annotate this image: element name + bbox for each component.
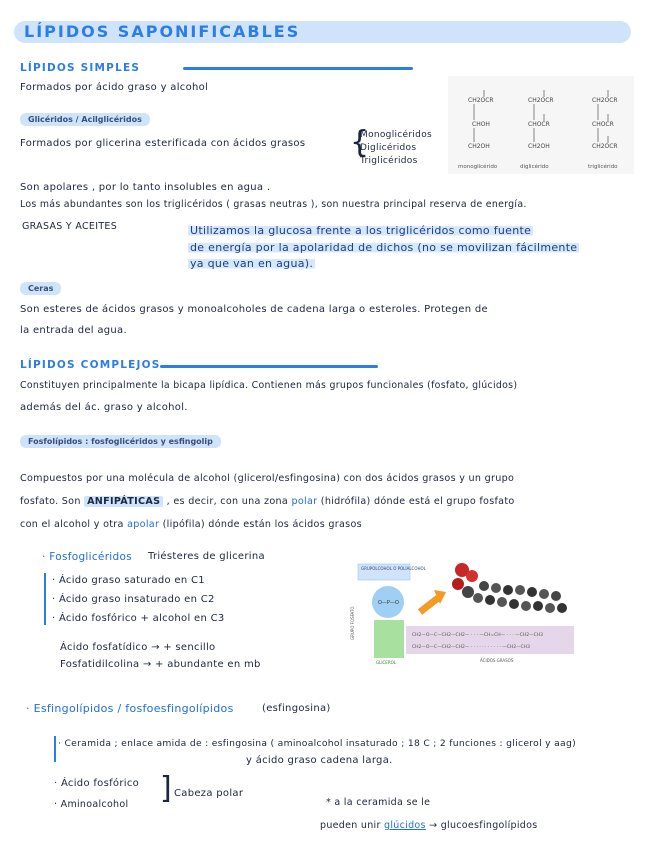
phospholipid-svg xyxy=(350,560,580,670)
type-di: Diglicéridos xyxy=(360,143,417,153)
note-line-3 xyxy=(188,257,315,270)
chem-text: CH2OH xyxy=(468,143,490,150)
simples-underline xyxy=(183,67,413,70)
types-brace: { xyxy=(350,125,370,160)
complejos-underline xyxy=(160,365,378,368)
svg-text:CH2—O—C—CH2—CH2— · · · —CH=CH—: CH2—O—C—CH2—CH2— · · · —CH=CH— · · · —CH2—CH3 xyxy=(412,633,543,638)
phospholipid-figure xyxy=(350,560,580,670)
fosfo-example-2: Fosfatidilcolina → + abundante en mb xyxy=(60,659,261,670)
cabeza-bracket: ] xyxy=(160,771,172,806)
apolar-word: apolar xyxy=(127,519,160,530)
fig-label-mono: monoglicérido xyxy=(458,164,498,170)
chem-text: CH2OCR xyxy=(592,143,618,150)
fig-label-di: diglicérido xyxy=(520,164,549,170)
anfipaticas-highlight: ANFIPÁTICAS xyxy=(84,496,163,507)
fosfo-item-2: · Ácido graso insaturado en C2 xyxy=(52,594,215,605)
p3-text: (lipófila) dónde están los ácidos grasos xyxy=(162,519,362,530)
note-text: pueden unir xyxy=(320,820,381,831)
esfingo-note-1: * a la ceramida se le xyxy=(326,797,431,808)
chem-text: CHOCR xyxy=(528,121,550,128)
fosfo-example-1: Ácido fosfatídico → + sencillo xyxy=(60,642,216,653)
fosfolipidos-p3 xyxy=(20,519,362,530)
chem-text: CH2OCR xyxy=(468,97,494,104)
svg-text:CH2—O—C—CH2—CH2— · · · · · · ·: CH2—O—C—CH2—CH2— · · · · · · · · · · · —CH2—CH3 xyxy=(412,645,531,650)
fig-label-tri: triglicérido xyxy=(588,164,618,170)
chem-text: CH2OCR xyxy=(528,97,554,104)
cabeza-polar-label: Cabeza polar xyxy=(174,788,244,799)
ceramida-line-2: y ácido graso cadena larga. xyxy=(246,755,393,766)
note-line-2 xyxy=(188,241,579,254)
glicerol-label: GLICEROL xyxy=(376,660,396,665)
fosfogliceridos-sub: Triésteres de glicerina xyxy=(148,551,265,562)
simples-heading: LÍPIDOS SIMPLES xyxy=(20,62,141,74)
fosfogliceridos-heading: · Fosfoglicéridos xyxy=(42,551,132,563)
gliceridos-desc: Formados por glicerina esterificada con ácidos grasos xyxy=(20,138,306,149)
complejos-heading: LÍPIDOS COMPLEJOS xyxy=(20,359,161,371)
glucidos-word: glúcidos xyxy=(384,820,426,831)
grupo-fosfato-label: GRUPO FOSFATO xyxy=(350,606,355,640)
gliceridos-tag: Glicéridos / Acilglicéridos xyxy=(20,113,150,126)
p2-text: , es decir, con una zona xyxy=(166,496,289,507)
esfingo-item-1: · Ácido fosfórico xyxy=(54,778,140,789)
type-mono: Monoglicéridos xyxy=(360,130,432,140)
fosfo-item-1: · Ácido graso saturado en C1 xyxy=(52,575,205,586)
complejos-line-2: además del ác. graso y alcohol. xyxy=(20,402,188,413)
orange-arrow xyxy=(420,598,438,612)
fosfolipidos-p1: Compuestos por una molécula de alcohol (glicerol/esfingosina) con dos ácidos grasos y un grupo xyxy=(20,473,515,484)
apolar-text: Son apolares , por lo tanto insolubles en agua . xyxy=(20,182,271,193)
fosfo-item-3: · Ácido fosfórico + alcohol en C3 xyxy=(52,613,225,624)
ceras-line-1: Son esteres de ácidos grasos y monoalcoholes de cadena larga o esteroles. Protegen de xyxy=(20,304,488,315)
note-line-1 xyxy=(188,224,533,237)
polar-word: polar xyxy=(291,496,318,507)
fosfolipidos-tag: Fosfolípidos : fosfoglicéridos y esfingolip xyxy=(20,435,221,448)
glyceride-structures-svg xyxy=(448,76,634,174)
simples-desc: Formados por ácido graso y alcohol xyxy=(20,82,209,93)
chem-text: CHOH xyxy=(472,121,490,128)
ceras-tag: Ceras xyxy=(20,282,61,295)
svg-text:O—P—O: O—P—O xyxy=(378,600,399,606)
p2-text: (hidrófila) dónde está el grupo fosfato xyxy=(320,496,515,507)
complejos-line-1: Constituyen principalmente la bicapa lipídica. Contienen más grupos funcionales (fosfato, glúcidos) xyxy=(20,380,518,391)
esfingolipidos-heading: · Esfingolípidos / fosfoesfingolípidos xyxy=(26,702,234,715)
molecule-model xyxy=(452,563,567,613)
page-title: LÍPIDOS SAPONIFICABLES xyxy=(24,22,301,41)
chem-text: CH2OH xyxy=(528,143,550,150)
ceramida-bar xyxy=(54,736,56,762)
note-text: → glucoesfingolípidos xyxy=(429,820,538,831)
note-text: Utilizamos la glucosa frente a los triglicéridos como fuente xyxy=(190,224,532,237)
fosfolipidos-p2 xyxy=(20,496,515,507)
chem-text: CHOCR xyxy=(592,121,614,128)
note-text: de energía por la apolaridad de dichos (no se movilizan fácilmente xyxy=(190,241,578,254)
esfingolipidos-sub: (esfingosina) xyxy=(262,703,331,714)
esfingo-note-2 xyxy=(320,820,538,831)
p2-text: fosfato. Son xyxy=(20,496,81,507)
acidos-grasos-label: ÁCIDOS GRASOS xyxy=(480,658,514,663)
chem-text: CH2OCR xyxy=(592,97,618,104)
abundant-text: Los más abundantes son los triglicéridos ( grasas neutras ), son nuestra principal reserva de energía. xyxy=(20,199,527,210)
p3-text: con el alcohol y otra xyxy=(20,519,124,530)
ceramida-line-1: · Ceramida ; enlace amida de : esfingosina ( aminoalcohol insaturado ; 18 C ; 2 funciones : glicerol y aag) xyxy=(58,738,576,749)
esfingo-item-2: · Aminoalcohol xyxy=(54,799,129,810)
alcohol-box-label: GRUPOLCOHOL O POLIALCOHOL xyxy=(361,566,426,571)
glycerol-box xyxy=(374,620,404,658)
type-tri: Triglicéridos xyxy=(360,156,418,166)
fosfo-bar xyxy=(44,573,46,625)
ceras-line-2: la entrada del agua. xyxy=(20,325,127,336)
glyceride-structures-figure xyxy=(448,76,634,174)
grasas-label: GRASAS Y ACEITES xyxy=(22,221,118,232)
note-text: ya que van en agua). xyxy=(190,257,314,270)
